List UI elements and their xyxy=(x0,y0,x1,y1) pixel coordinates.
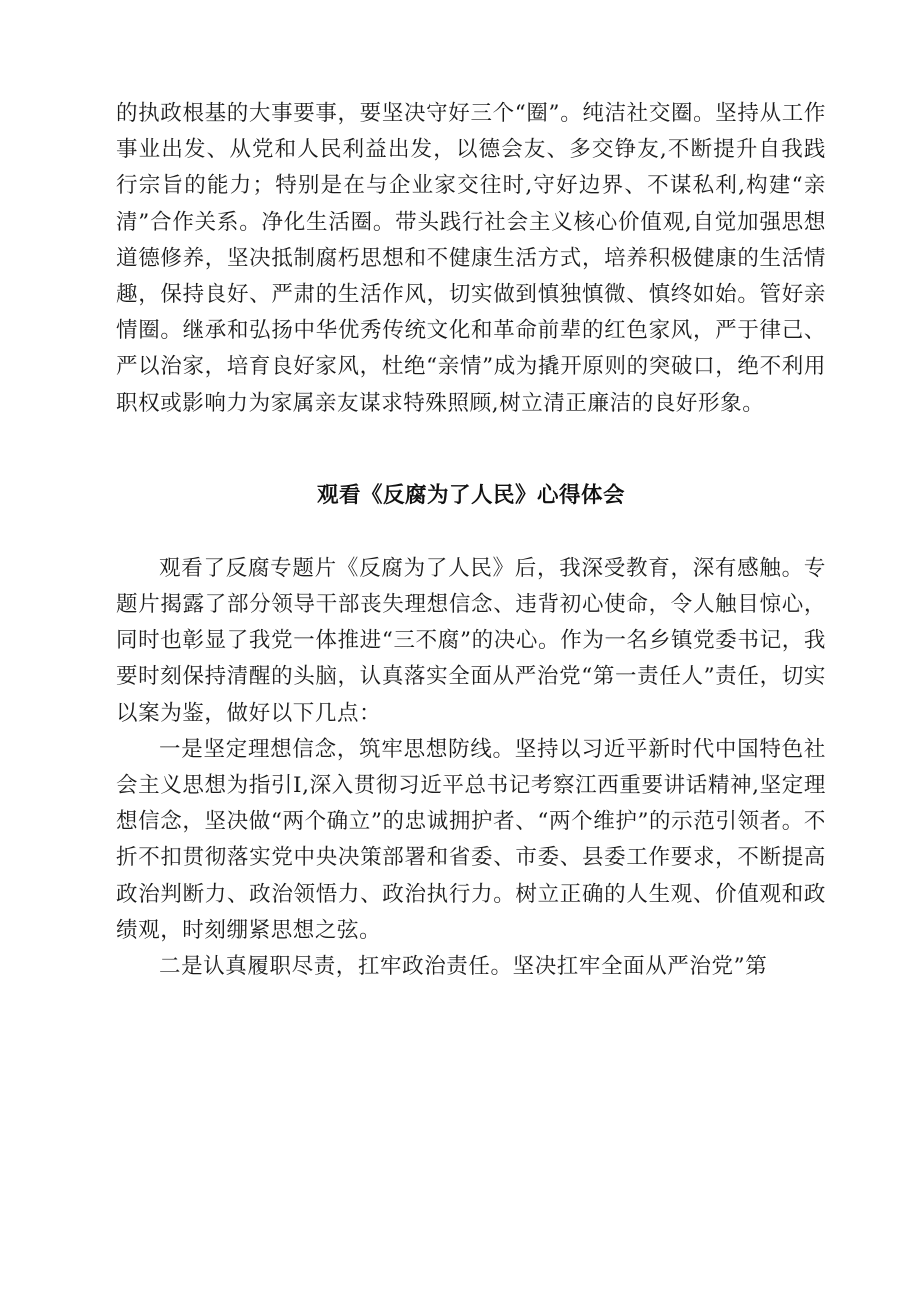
body-paragraph-point-one: 一是坚定理想信念，筑牢思想防线。坚持以习近平新时代中国特色社会主义思想为指引I,深入贯彻习近平总书记考察江西重要讲话精神,坚定理想信念，坚决做“两个确立”的忠诚拥护者、“两个维护”的示范引领者。不折不扣贯彻落实党中央决策部署和省委、市委、县委工作要求，不断提高政治判断力、政治领悟力、政治执行力。树立正确的人生观、价值观和政绩观，时刻绷紧思想之弦。 xyxy=(116,736,826,943)
document-page xyxy=(116,96,826,985)
continued-paragraph: 的执政根基的大事要事，要坚决守好三个“圈”。纯洁社交圈。坚持从工作事业出发、从党和人民利益出发，以德会友、多交铮友,不断提升自我践行宗旨的能力；特别是在与企业家交往时,守好边界、不谋私利,构建“亲清”合作关系。净化生活圈。带头践行社会主义核心价值观,自觉加强思想道德修养，坚决抵制腐朽思想和不健康生活方式，培养积极健康的生活情趣，保持良好、严肃的生活作风，切实做到慎独慎微、慎终如始。管好亲情圈。继承和弘扬中华优秀传统文化和革命前辈的红色家风，严于律己、严以治家，培育良好家风，杜绝“亲情”成为撬开原则的突破口，绝不利用职权或影响力为家属亲友谋求特殊照顾,树立清正廉洁的良好形象。 xyxy=(116,101,826,416)
body-paragraph-point-two: 二是认真履职尽责，扛牢政治责任。坚决扛牢全面从严治党”第 xyxy=(159,954,768,980)
article-title: 观看《反腐为了人民》心得体会 xyxy=(316,482,625,508)
body-paragraph-intro: 观看了反腐专题片《反腐为了人民》后，我深受教育，深有感触。专题片揭露了部分领导干部丧失理想信念、违背初心使命，令人触目惊心，同时也彰显了我党一体推进“三不腐”的决心。作为一名乡镇党委书记，我要时刻保持清醒的头脑，认真落实全面从严治党“第一责任人”责任，切实以案为鉴，做好以下几点： xyxy=(116,555,826,726)
